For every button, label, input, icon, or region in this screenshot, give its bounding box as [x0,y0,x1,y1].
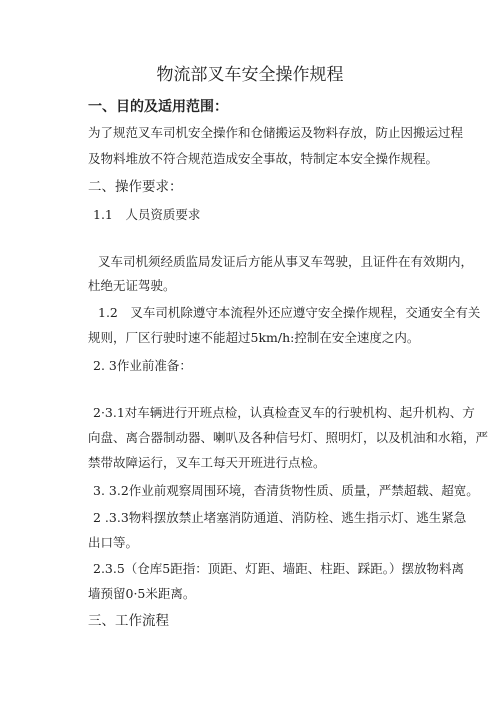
document-title: 物流部叉车安全操作规程 [156,65,344,85]
item-2-3: 2. 3作业前准备： [93,358,192,373]
section-heading-requirements: 二、操作要求： [88,179,183,195]
item-2-3-1-line-1: 2·3.1对车辆进行开班点检，认真检查叉车的行驶机构、起升机构、方 [93,405,475,420]
paragraph-purpose-line-1: 为了规范叉车司机安全操作和仓储搬运及物料存放，防止因搬运过程 [88,125,464,140]
item-2-3-1-line-2: 向盘、离合器制动器、喇叭及各种信号灯、照明灯，以及机油和水箱，严 [88,430,489,445]
item-2-3-3-line-1: 2 .3.3物料摆放禁止堵塞消防通道、消防栓、逃生指示灯、逃生紧急 [93,510,467,525]
paragraph-purpose-line-2: 及物料堆放不符合规范造成安全事故，特制定本安全操作规程。 [88,151,439,166]
paragraph-qualification-line-1: 叉车司机须经质监局发证后方能从事叉车驾驶，且证件在有效期内， [98,254,474,269]
section-heading-workflow: 三、工作流程 [88,613,169,629]
item-2-3-5-line-1: 2.3.5（仓库5距指：顶距、灯距、墙距、柱距、踩距。）摆放物料离 [93,561,465,576]
item-2-3-1-line-3: 禁带故障运行，叉车工每天开班进行点检。 [88,455,326,470]
item-1-2-line-1: 1.2 叉车司机除遵守本流程外还应遵守安全操作规程，交通安全有关 [98,305,481,320]
section-heading-purpose: 一、目的及适用范围： [88,99,228,115]
item-2-3-3-line-2: 出口等。 [88,535,139,550]
item-3-3-2: 3. 3.2作业前观察周围环境，杳清货物性质、质量，严禁超载、超宽。 [93,483,479,498]
item-2-3-5-line-2: 墙预留0·5米距离。 [88,586,196,601]
item-1-2-line-2: 规则，厂区行驶时速不能超过5km/h:控制在安全速度之内。 [88,330,420,345]
item-1-1: 1.1 人员资质要求 [93,207,201,222]
paragraph-qualification-line-2: 杜绝无证驾驶。 [88,278,176,293]
